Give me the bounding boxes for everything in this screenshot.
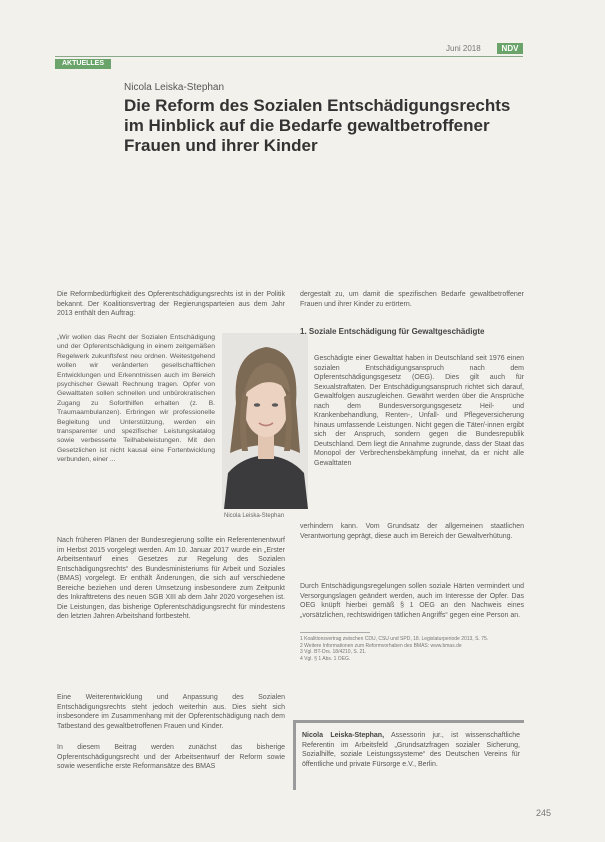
footnote: 2 Weitere Informationen zum Reformvorhaben des BMAS: www.bmas.de bbox=[300, 642, 462, 649]
footnotes bbox=[300, 636, 524, 662]
left-paragraph-2 bbox=[57, 693, 285, 731]
section-heading: 1. Soziale Entschädigung für Gewaltgeschädigte bbox=[300, 327, 485, 336]
right-paragraph-2 bbox=[300, 522, 524, 541]
bio-text: Assessorin jur., ist wissenschaftliche Referentin im Arbeitsfeld „Grundsatzfragen sozialer Sicherung, Sozialhilfe, soziale Leistungssysteme“ des Deutschen Vereins für öffentliche und private Fürsorge e.V., Berlin. bbox=[302, 732, 520, 768]
footnote: 1 Koalitionsvertrag zwischen CDU, CSU und SPD, 18. Legislaturperiode 2013, S. 75. bbox=[300, 636, 489, 642]
right-paragraph-3 bbox=[300, 582, 524, 620]
footnote: 3 Vgl. BT-Drs. 18/4210, S. 21. bbox=[300, 649, 367, 655]
left-paragraph-3 bbox=[57, 743, 285, 772]
left-paragraph-1-text: Nach früheren Plänen der Bundesregierung sollte ein Referentenentwurf im Herbst 2015 vorgelegt werden. Am 10. Januar 2017 wurde ein „Erster Arbeitsentwurf eines Gesetzes zur Regelung des Sozialen Entschädigungsrechts“ des Bundesministeriums für Arbeit und Soziales (BMAS) vorgelegt. Er enthält Änderungen, die sich auf verschiedene Bereiche beziehen und deren Umsetzung insbesondere zum Zeitpunkt des Inkrafttretens des neuen SGB XIII ab dem Jahr 2020 vorgesehen ist. Die Leistungen, das bisherige Opferentschädigungsrecht für mindestens den letzten Jahren Arbeitshand fortbesteht. bbox=[57, 537, 285, 620]
right-paragraph-2-text: verhindern kann. Vom Grundsatz der allgemeinen staatlichen Verantwortung geprägt, diese auch im Bereich der Gewaltverhütung. bbox=[300, 523, 524, 540]
author-bio bbox=[302, 731, 520, 769]
journal-badge: NDV bbox=[497, 43, 523, 54]
coalition-quote bbox=[57, 333, 215, 465]
photo-caption: Nicola Leiska-Stephan bbox=[224, 513, 285, 519]
intro-right bbox=[300, 290, 524, 309]
header-rule bbox=[55, 56, 523, 57]
article-author: Nicola Leiska-Stephan bbox=[124, 82, 225, 93]
issue-date: Juni 2018 bbox=[446, 44, 481, 53]
intro-left bbox=[57, 290, 285, 319]
bio-name: Nicola Leiska-Stephan, bbox=[302, 732, 385, 739]
footnote-rule bbox=[300, 632, 370, 633]
author-photo bbox=[222, 333, 308, 509]
left-paragraph-1 bbox=[57, 536, 285, 622]
intro-left-text: Die Reformbedürftigkeit des Opferentschädigungsrechts ist in der Politik bekannt. Der Koalitionsvertrag der Regierungsparteien aus dem Jahr 2013 enthält den Auftrag: bbox=[57, 291, 285, 317]
page-number: 245 bbox=[536, 808, 552, 818]
quote-text: „Wir wollen das Recht der Sozialen Entschädigung und der Opferentschädigung in einem zeitgemäßen Regelwerk zukunftsfest neu ordnen. Weitestgehend wollen wir veränderten gesellschaftlichen Entwicklungen und Erkenntnissen auch im Bereich psychischer Gewalt Rechnung tragen. Opfer von Gewalttaten sollen schnellen und unbürokratischen Zugang zu Soforthilfen erhalten (z. B. Traumaambulanzen). Erbringen wir professionelle Begleitung und Unterstützung, werden ein transparenter und spezifischer Leistungskatalog sowie verbesserte Teilhabeleistungen. Mit den Gesetzlichen ist nicht kausal eine Fortentwicklung verbunden, einer ... bbox=[57, 334, 215, 464]
right-paragraph-3-text: Durch Entschädigungsregelungen sollen soziale Härten vermindert und Versorgungslagen geändert werden, auch im Interesse der Opfer. Das OEG knüpft hierbei gemäß § 1 OEG an den Nachweis eines „vorsätzlichen, rechtswidrigen tätlichen Angriffs“ gegen eine Person an. bbox=[300, 583, 524, 619]
right-paragraph-1 bbox=[314, 354, 524, 468]
left-paragraph-3-text: In diesem Beitrag werden zunächst das bisherige Opferentschädigungsrecht und der Arbeitsentwurf der Reform sowie sowie wesentliche erste Reformansätze des BMAS bbox=[57, 744, 285, 770]
article-title: Die Reform des Sozialen Entschädigungsrechts im Hinblick auf die Bedarfe gewaltbetroffener Frauen und ihrer Kinder bbox=[124, 96, 511, 155]
intro-right-text: dergestalt zu, um damit die spezifischen Bedarfe gewaltbetroffener Frauen und ihrer Kinder zu erörtern. bbox=[300, 291, 524, 308]
footnote: 4 Vgl. § 1 Abs. 1 OEG. bbox=[300, 655, 351, 662]
right-paragraph-1-text: Geschädigte einer Gewalttat haben in Deutschland seit 1976 einen sozialen Entschädigungsanspruch nach dem Opferentschädigungsgesetz (OEG). Dies gilt auch für Sexualstraftaten. Der Entschädigungsanspruch richtet sich darauf, Gewaltfolgen auszugleichen. Gewährt werden über die Ansprüche nach dem Bundesversorgungsgesetz Heil- und Krankenbehandlung, Renten-, Unfall- und Pflegeversicherung hinaus umfassende Leistungen. Nicht gegen die Täter/-innen ergibt sich der Anspruch, sondern gegen die Bundesrepublik Deutschland. Dem liegt die Annahme zugrunde, dass der Staat das Monopol der Verbrechensbekämpfung innehat, da er nicht alle Gewalttaten bbox=[314, 355, 524, 467]
left-paragraph-2-text: Eine Weiterentwicklung und Anpassung des Sozialen Entschädigungsrechts steht jedoch weiterhin aus. Dies sieht sich insbesondere im Zusammenhang mit der Opferentschädigung nach dem Tatbestand des gewaltbetroffenen Frauen und Kinder. bbox=[57, 694, 285, 730]
author-bio-box bbox=[293, 720, 524, 790]
section-tag: AKTUELLES bbox=[55, 59, 111, 69]
